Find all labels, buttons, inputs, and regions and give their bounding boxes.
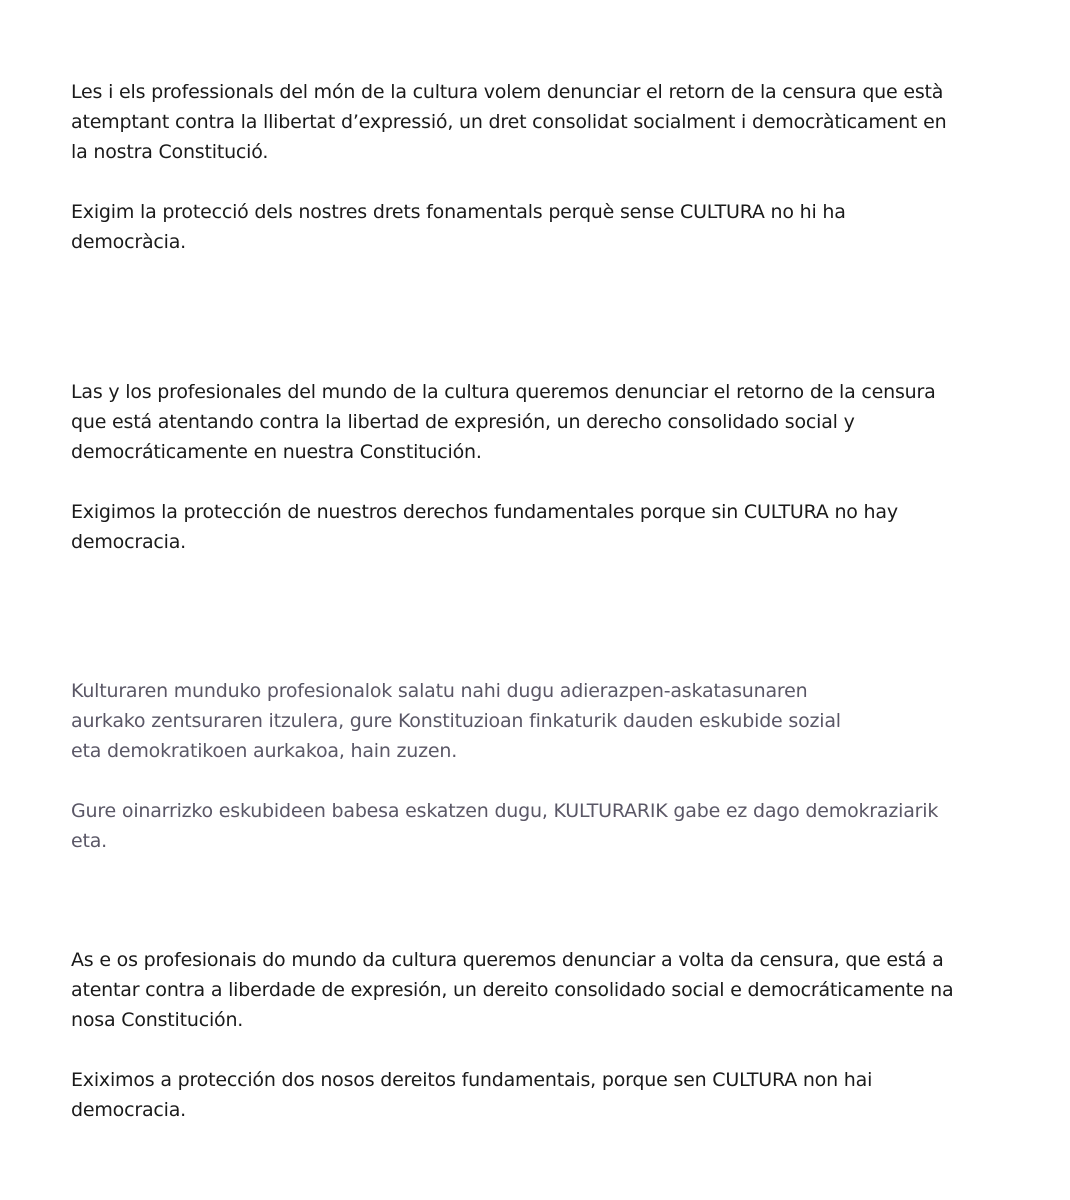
paragraph-gap	[71, 467, 1021, 497]
paragraph-gap	[71, 167, 1021, 197]
statement-spanish-paragraph-1: Las y los profesionales del mundo de la cultura queremos denunciar el retorno de la censura que está atentando contra la libertad de expresión, un derecho consolidado social y democráticamente en nuestra Constitución.	[71, 381, 936, 463]
paragraph-gap	[71, 766, 1021, 796]
statement-basque-paragraph-2: Gure oinarrizko eskubideen babesa eskatzen dugu, KULTURARIK gabe ez dago demokraziarik eta.	[71, 800, 939, 852]
paragraph-gap	[71, 1035, 1021, 1065]
statement-galician	[71, 945, 1021, 1125]
statement-galician-paragraph-2: Exiximos a protección dos nosos dereitos fundamentais, porque sen CULTURA non hai democracia.	[71, 1069, 873, 1121]
statement-catalan	[71, 77, 1021, 257]
statement-spanish	[71, 377, 1021, 557]
statement-catalan-paragraph-1: Les i els professionals del món de la cultura volem denunciar el retorn de la censura que està atemptant contra la llibertat d’expressió, un dret consolidat socialment i democràticament en la nostra Constitució.	[71, 81, 947, 163]
statement-basque	[71, 676, 1021, 856]
statement-basque-paragraph-1: Kulturaren munduko profesionalok salatu nahi dugu adierazpen-askatasunaren aurkako zentsuraren itzulera, gure Konstituzioan finkaturik dauden eskubide sozial eta demokratikoen aurkakoa, hain zuzen.	[71, 680, 841, 762]
statement-spanish-paragraph-2: Exigimos la protección de nuestros derechos fundamentales porque sin CULTURA no hay democracia.	[71, 501, 898, 553]
statement-galician-paragraph-1: As e os profesionais do mundo da cultura queremos denunciar a volta da censura, que está a atentar contra a liberdade de expresión, un dereito consolidado social e democráticamente na nosa Constitución.	[71, 949, 954, 1031]
statement-catalan-paragraph-2: Exigim la protecció dels nostres drets fonamentals perquè sense CULTURA no hi ha democràcia.	[71, 201, 846, 253]
